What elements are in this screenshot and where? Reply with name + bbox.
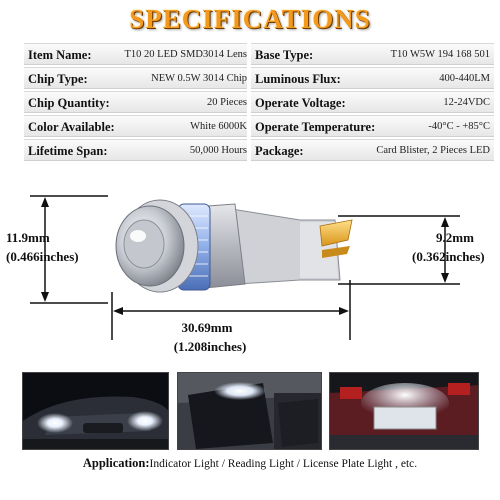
bulb-drawing xyxy=(0,180,500,370)
car-interior-photo xyxy=(177,372,322,450)
base-mm-label: 9.2mm xyxy=(436,230,474,245)
spec-key: Luminous Flux: xyxy=(255,72,341,86)
spec-cell-right xyxy=(251,139,494,161)
spec-table xyxy=(24,43,494,163)
spec-value: 20 Pieces xyxy=(207,97,247,108)
spec-cell-left xyxy=(24,115,247,137)
arrow-down-icon xyxy=(441,273,449,283)
spec-cell-left xyxy=(24,139,247,161)
length-mm-label: 30.69mm xyxy=(181,320,233,335)
spec-key: Operate Voltage: xyxy=(255,96,346,110)
spec-key: Color Available: xyxy=(28,120,115,134)
application-text: Indicator Light / Reading Light / License Plate Light , etc. xyxy=(149,458,418,470)
arrow-up-icon xyxy=(441,217,449,227)
spec-row xyxy=(24,91,494,113)
license-plate-photo xyxy=(329,372,479,450)
arrow-down-icon xyxy=(41,292,49,302)
spec-row xyxy=(24,139,494,161)
height-mm-label: 11.9mm xyxy=(6,230,50,245)
spec-key: Package: xyxy=(255,144,304,158)
spec-value: T10 W5W 194 168 501 xyxy=(390,49,490,60)
spec-cell-right xyxy=(251,115,494,137)
base-inches-label: (0.362inches) xyxy=(412,249,485,264)
spec-cell-left xyxy=(24,43,247,65)
page-title: SPECIFICATIONS xyxy=(129,4,371,34)
arrow-left-icon xyxy=(113,307,123,315)
spec-cell-left xyxy=(24,91,247,113)
spec-key: Operate Temperature: xyxy=(255,120,376,134)
spec-value: 12-24VDC xyxy=(443,97,490,108)
height-inches-label: (0.466inches) xyxy=(6,249,79,264)
spec-row xyxy=(24,67,494,89)
application-label: Application: xyxy=(82,456,150,470)
led-bulb-image xyxy=(116,200,352,292)
spec-row xyxy=(24,115,494,137)
spec-row xyxy=(24,43,494,65)
spec-value: 50,000 Hours xyxy=(189,145,247,156)
application-photos xyxy=(0,372,500,450)
length-inches-label: (1.208inches) xyxy=(173,339,247,354)
spec-value: White 6000K xyxy=(190,121,247,132)
spec-value: -40°C - +85°C xyxy=(428,121,490,132)
spec-key: Base Type: xyxy=(255,48,314,62)
spec-key: Lifetime Span: xyxy=(28,144,108,158)
spec-value: NEW 0.5W 3014 Chip xyxy=(151,73,247,84)
spec-key: Chip Quantity: xyxy=(28,96,110,110)
spec-cell-left xyxy=(24,67,247,89)
arrow-right-icon xyxy=(339,307,349,315)
car-front-photo xyxy=(22,372,169,450)
spec-cell-right xyxy=(251,91,494,113)
application-line xyxy=(0,452,500,474)
spec-value: Card Blister, 2 Pieces LED xyxy=(376,145,490,156)
spec-cell-right xyxy=(251,43,494,65)
dimension-diagram xyxy=(0,180,500,370)
spec-value: 400-440LM xyxy=(439,73,490,84)
spec-cell-right xyxy=(251,67,494,89)
spec-value: T10 20 LED SMD3014 Lens xyxy=(124,49,247,60)
spec-key: Chip Type: xyxy=(28,72,88,86)
spec-key: Item Name: xyxy=(28,48,92,62)
arrow-up-icon xyxy=(41,197,49,207)
